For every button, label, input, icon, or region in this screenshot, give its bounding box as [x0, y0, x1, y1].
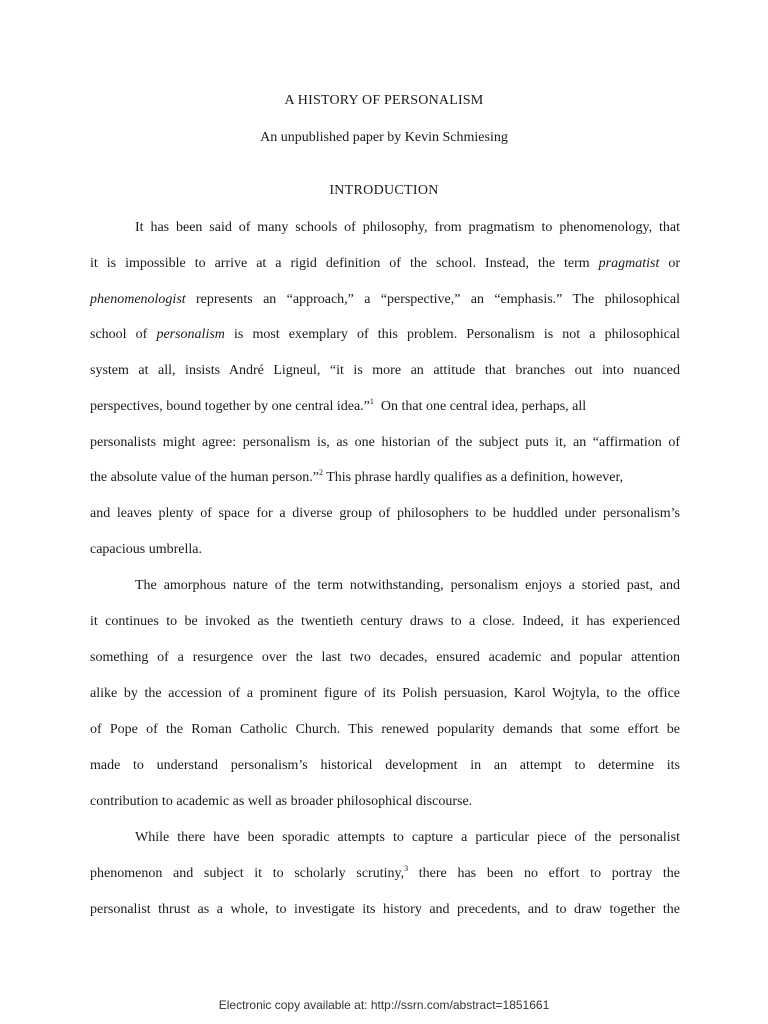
text-run: The amorphous nature of the term notwithstanding, personalism enjoys a storied past, and [135, 578, 680, 593]
text-run: perspectives, bound together by one central idea.” [90, 399, 370, 414]
paragraph-2-line-5 [90, 721, 680, 739]
italic-term: pragmatist [598, 256, 660, 271]
paragraph-1-line-5 [90, 362, 680, 380]
text-run: phenomenon and subject it to scholarly scrutiny, [90, 866, 405, 881]
italic-term: personalism [156, 327, 225, 342]
text-run: contribution to academic as well as broader philosophical discourse. [90, 794, 473, 809]
paragraph-1-line-9 [90, 505, 680, 523]
section-heading: INTRODUCTION [329, 183, 439, 198]
paper-byline: An unpublished paper by Kevin Schmiesing [260, 130, 508, 145]
paper-title: A HISTORY OF PERSONALISM [284, 93, 484, 108]
text-run: school of [90, 327, 148, 342]
text-run: made to understand personalism’s historical development in an attempt to determine its [90, 758, 680, 773]
text-run: or [668, 256, 681, 271]
paragraph-2-line-4 [90, 685, 680, 703]
text-run: of Pope of the Roman Catholic Church. This renewed popularity demands that some effort be [90, 722, 680, 737]
paragraph-3-line-2 [90, 865, 680, 883]
paragraph-1-line-4 [90, 326, 680, 344]
italic-term: phenomenologist [90, 292, 186, 307]
text-run: alike by the accession of a prominent figure of its Polish persuasion, Karol Wojtyla, to the office [90, 686, 680, 701]
text-run: the absolute value of the human person.” [90, 470, 319, 485]
paragraph-1-line-1 [135, 219, 680, 237]
text-run: it continues to be invoked as the twentieth century draws to a close. Indeed, it has experienced [90, 614, 680, 629]
footnote-mark: 1 [369, 397, 374, 406]
paragraph-2-line-3 [90, 649, 680, 667]
text-run: something of a resurgence over the last two decades, ensured academic and popular attention [90, 650, 680, 665]
text-run: is most exemplary of this problem. Personalism is not a philosophical [234, 327, 681, 342]
text-run: system at all, insists André Ligneul, “it is more an attitude that branches out into nuanced [90, 363, 680, 378]
ssrn-footer: Electronic copy available at: http://ssrn.com/abstract=1851661 [218, 998, 550, 1012]
text-run: personalists might agree: personalism is, as one historian of the subject puts it, an “affirmation of [90, 435, 680, 450]
paragraph-2-line-2 [90, 613, 680, 631]
paragraph-1-line-6 [90, 398, 680, 416]
paragraph-3-line-3 [90, 901, 680, 919]
text-run: and leaves plenty of space for a diverse group of philosophers to be huddled under personalism’s [90, 506, 680, 521]
text-run: On that one central idea, perhaps, all [380, 399, 587, 414]
paragraph-1-line-10 [90, 541, 680, 559]
text-run: represents an “approach,” a “perspective,” an “emphasis.” The philosophical [196, 292, 680, 307]
text-run: While there have been sporadic attempts to capture a particular piece of the personalist [135, 830, 680, 845]
paragraph-2-line-1 [135, 577, 680, 595]
footnote-mark: 2 [318, 468, 323, 477]
paragraph-2-line-7 [90, 793, 680, 811]
text-run: personalist thrust as a whole, to investigate its history and precedents, and to draw together the [90, 902, 680, 917]
paragraph-2-line-6 [90, 757, 680, 775]
text-run: This phrase hardly qualifies as a definition, however, [326, 470, 624, 485]
paragraph-1-line-8 [90, 469, 680, 487]
paragraph-1-line-2 [90, 255, 680, 273]
text-run: there has been no effort to portray the [418, 866, 681, 881]
paragraph-1-line-7 [90, 434, 680, 452]
paragraph-3-line-1 [135, 829, 680, 847]
footnote-mark: 3 [404, 864, 409, 873]
text-run: It has been said of many schools of philosophy, from pragmatism to phenomenology, that [135, 220, 680, 235]
text-run: capacious umbrella. [90, 542, 202, 557]
paragraph-1-line-3 [90, 291, 680, 309]
text-run: it is impossible to arrive at a rigid definition of the school. Instead, the term [90, 256, 590, 271]
